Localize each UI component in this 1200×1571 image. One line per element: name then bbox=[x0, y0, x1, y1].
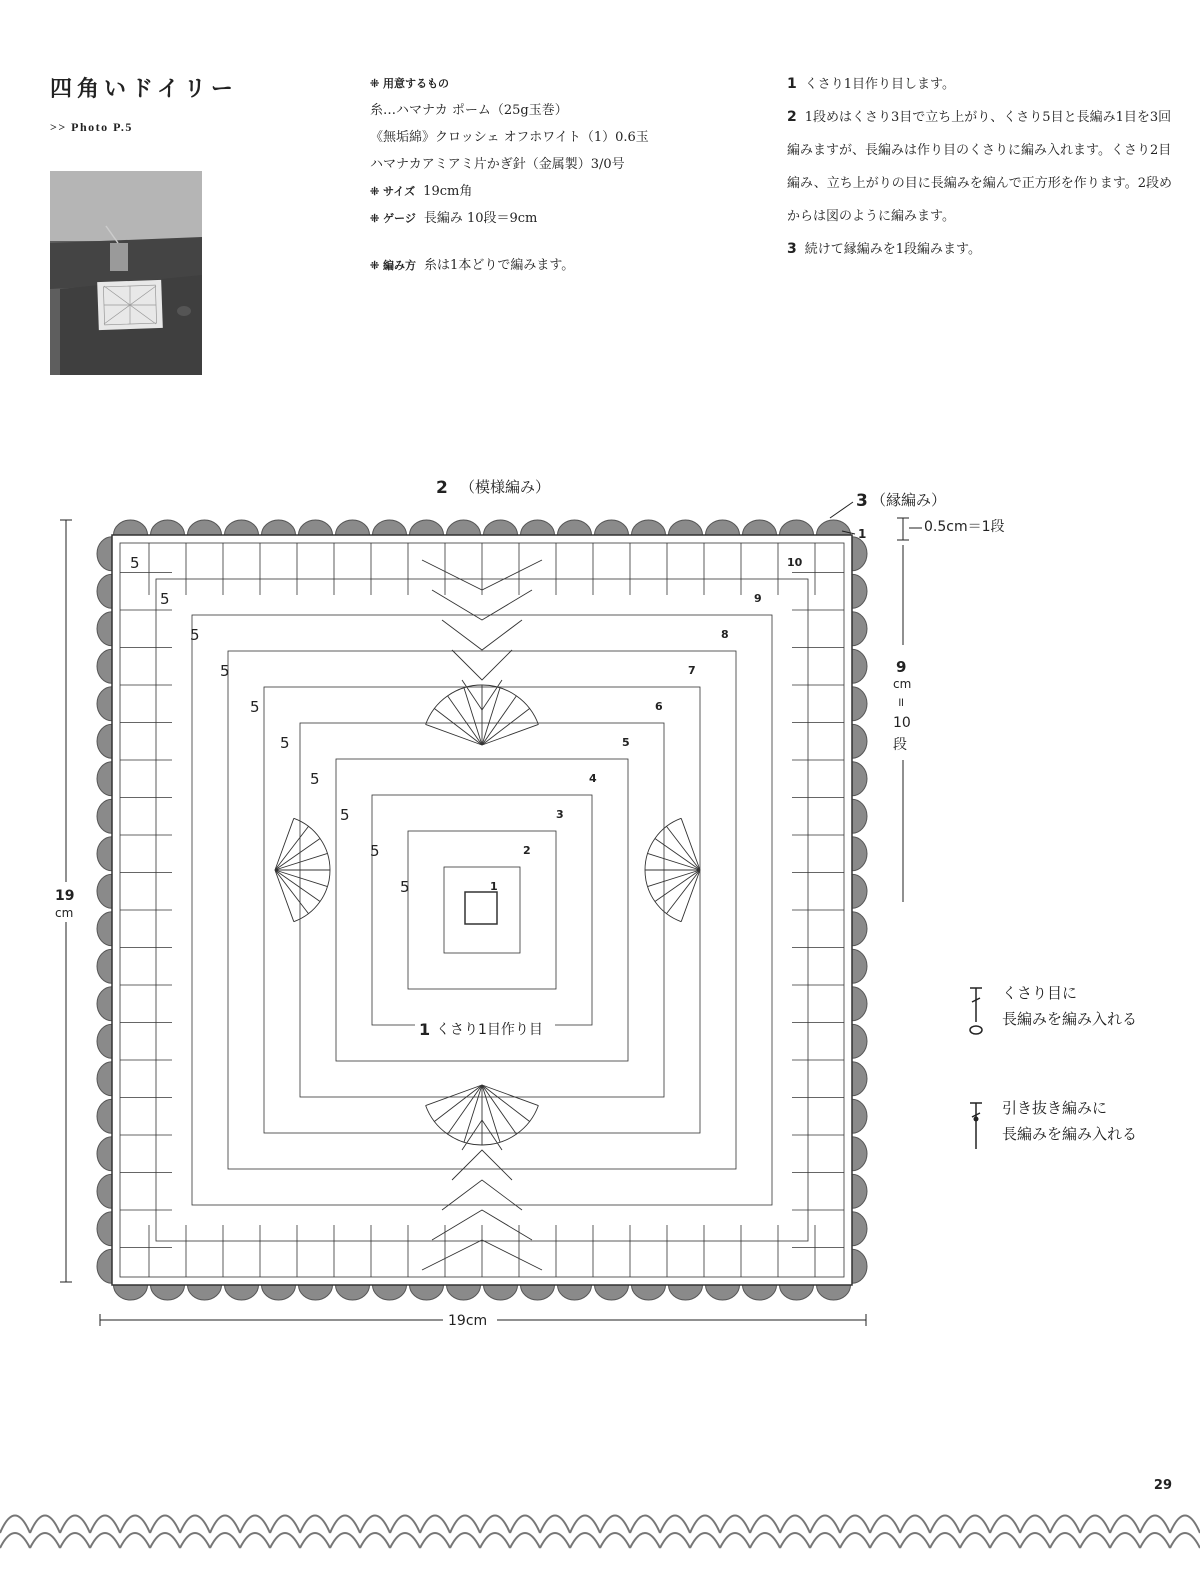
scallop-bottom bbox=[484, 1285, 518, 1300]
right-pineapple bbox=[655, 870, 700, 902]
yarn-color-line: 《無垢綿》クロッシェ オフホワイト（1）0.6玉 bbox=[370, 130, 649, 145]
scallop-right bbox=[852, 762, 867, 796]
center-square bbox=[465, 892, 497, 924]
scallop-left bbox=[97, 874, 112, 908]
scallop-left bbox=[97, 574, 112, 608]
scallop-right bbox=[852, 612, 867, 646]
scallop-top bbox=[188, 520, 222, 535]
scallop-left bbox=[97, 537, 112, 571]
scallop-left bbox=[97, 612, 112, 646]
instruction-steps bbox=[787, 68, 1172, 266]
photo-reference: >> Photo P.5 bbox=[50, 120, 133, 134]
round-outline bbox=[120, 543, 844, 1277]
row-number: 10 bbox=[787, 556, 803, 569]
dc-into-chain-icon bbox=[960, 982, 990, 1042]
top-mesh bbox=[442, 620, 522, 650]
row-gauge-note: 0.5cm＝1段 bbox=[924, 519, 1005, 535]
scallop-right bbox=[852, 574, 867, 608]
scallop-bottom bbox=[743, 1285, 777, 1300]
size-value: 19cm角 bbox=[423, 184, 473, 199]
chain-count-label: 5 bbox=[310, 770, 320, 788]
scallop-bottom bbox=[558, 1285, 592, 1300]
scallop-left bbox=[97, 1249, 112, 1283]
scallop-left bbox=[97, 762, 112, 796]
materials-heading-text: 用意するもの bbox=[383, 77, 450, 90]
scallop-right bbox=[852, 1099, 867, 1133]
center-label-number: 1 bbox=[419, 1020, 431, 1039]
legend-line-2: 長編みを編み入れる bbox=[1002, 1125, 1138, 1143]
legend-item bbox=[960, 1095, 1190, 1165]
scallop-left bbox=[97, 1062, 112, 1096]
scallop-top bbox=[484, 520, 518, 535]
bottom-pineapple bbox=[482, 1085, 538, 1106]
height-label-unit: cm bbox=[55, 906, 74, 920]
step-text: くさり1目作り目します。 bbox=[804, 77, 955, 92]
scallop-bottom bbox=[595, 1285, 629, 1300]
pattern-label-number: 2 bbox=[436, 478, 448, 498]
scallop-top bbox=[743, 520, 777, 535]
scallop-top bbox=[447, 520, 481, 535]
top-mesh bbox=[452, 650, 512, 680]
scallop-left bbox=[97, 837, 112, 871]
scallop-bottom bbox=[188, 1285, 222, 1300]
hook-line: ハマナカアミアミ片かぎ針（金属製）3/0号 bbox=[370, 157, 625, 172]
round-outline bbox=[408, 831, 556, 989]
method-label: 編み方 bbox=[383, 259, 417, 272]
round-outline bbox=[372, 795, 592, 1025]
pattern-label-text: （模様編み） bbox=[460, 478, 551, 496]
scallop-right bbox=[852, 649, 867, 683]
chain-count-label: 5 bbox=[220, 662, 230, 680]
bottom-mesh bbox=[452, 1150, 512, 1180]
row-number: 3 bbox=[556, 808, 564, 821]
right-pineapple bbox=[667, 826, 700, 870]
scallop-right bbox=[852, 537, 867, 571]
scallop-right bbox=[852, 987, 867, 1021]
scallop-left bbox=[97, 949, 112, 983]
method-value: 糸は1本どりで編みます。 bbox=[424, 258, 575, 273]
scallop-left bbox=[97, 1137, 112, 1171]
side-gauge-rows: 10 bbox=[893, 715, 911, 731]
left-pineapple bbox=[275, 826, 308, 870]
scallop-border bbox=[97, 520, 867, 1300]
bottom-pineapple bbox=[448, 1085, 482, 1134]
scallop-top bbox=[299, 520, 333, 535]
scallop-right bbox=[852, 912, 867, 946]
scallop-top bbox=[336, 520, 370, 535]
width-label: 19cm bbox=[448, 1313, 488, 1329]
pineapple-motifs bbox=[275, 560, 700, 1270]
scallop-bottom bbox=[447, 1285, 481, 1300]
product-photo bbox=[50, 171, 202, 375]
row-number: 5 bbox=[622, 736, 630, 749]
height-label-number: 19 bbox=[55, 888, 75, 904]
center-label-text: くさり1目作り目 bbox=[436, 1022, 543, 1038]
chain-count-label: 5 bbox=[370, 842, 380, 860]
row-number: 8 bbox=[721, 628, 729, 641]
scallop-bottom bbox=[151, 1285, 185, 1300]
scallop-left bbox=[97, 724, 112, 758]
right-pineapple bbox=[667, 870, 700, 914]
scallop-right bbox=[852, 949, 867, 983]
row-number: 7 bbox=[688, 664, 696, 677]
footer-lace-band bbox=[0, 1478, 1200, 1571]
materials-section: ⁜ 用意するもの 糸…ハマナカ ポーム（25g玉巻） 《無垢綿》クロッシェ オフホワイト（1）0.6玉 ハマナカアミアミ片かぎ針（金属製）3/0号 ⁜ サイズ 19cm角 ⁜ ゲージ 長編み 10段＝9cm ⁜ 編み方 糸は1本どりで編みます。 bbox=[370, 77, 649, 273]
scallop-right bbox=[852, 837, 867, 871]
scallop-bottom bbox=[262, 1285, 296, 1300]
side-gauge-equals: ॥ bbox=[897, 695, 905, 709]
scallop-bottom bbox=[706, 1285, 740, 1300]
scallop-top bbox=[262, 520, 296, 535]
scallop-bottom bbox=[299, 1285, 333, 1300]
step-number: 3 bbox=[787, 241, 797, 257]
right-pineapple bbox=[648, 870, 700, 887]
legend-line-2: 長編みを編み入れる bbox=[1002, 1010, 1138, 1028]
scallop-left bbox=[97, 987, 112, 1021]
scallop-right bbox=[852, 874, 867, 908]
edging-label-text: （縁編み） bbox=[871, 491, 947, 509]
scallop-right bbox=[852, 1212, 867, 1246]
round-outline bbox=[444, 867, 520, 953]
left-pineapple bbox=[275, 870, 320, 902]
top-pineapple bbox=[426, 724, 482, 745]
scallop-top bbox=[595, 520, 629, 535]
dc-into-slipstitch-icon bbox=[960, 1097, 990, 1157]
step-item bbox=[787, 101, 1172, 233]
scallop-left bbox=[97, 799, 112, 833]
side-gauge-dan: 段 bbox=[893, 737, 907, 753]
scallop-left bbox=[97, 687, 112, 721]
page-number: 29 bbox=[1153, 1478, 1172, 1493]
gauge-value: 長編み 10段＝9cm bbox=[423, 211, 538, 226]
row-number: 9 bbox=[754, 592, 762, 605]
step-text: 続けて縁編みを1段編みます。 bbox=[804, 242, 981, 257]
scallop-bottom bbox=[632, 1285, 666, 1300]
gauge-label: ゲージ bbox=[383, 212, 416, 225]
edge-row-label: 1 bbox=[858, 527, 867, 541]
round-outline bbox=[300, 723, 664, 1097]
right-pineapple bbox=[681, 870, 700, 922]
right-pineapple bbox=[648, 853, 700, 870]
doily-outline bbox=[112, 535, 852, 1285]
left-pineapple bbox=[275, 870, 294, 922]
legend-line-1: 引き抜き編みに bbox=[1002, 1099, 1108, 1117]
chain-count-label: 5 bbox=[250, 698, 260, 716]
bottom-pineapple bbox=[426, 1085, 482, 1106]
scallop-top bbox=[373, 520, 407, 535]
left-pineapple bbox=[275, 838, 320, 870]
scallop-bottom bbox=[410, 1285, 444, 1300]
size-label: サイズ bbox=[383, 185, 416, 198]
left-pineapple bbox=[275, 818, 294, 870]
step-number: 2 bbox=[787, 109, 797, 125]
chain-count-label: 5 bbox=[280, 734, 290, 752]
scallop-left bbox=[97, 1024, 112, 1058]
scallop-bottom bbox=[521, 1285, 555, 1300]
top-pineapple bbox=[482, 708, 530, 745]
edging-label-number: 3 bbox=[856, 491, 868, 511]
scallop-left bbox=[97, 649, 112, 683]
scallop-top bbox=[669, 520, 703, 535]
scallop-top bbox=[114, 520, 148, 535]
scallop-left bbox=[97, 1174, 112, 1208]
page-title: 四角いドイリー bbox=[50, 76, 238, 102]
bottom-pineapple bbox=[482, 1085, 516, 1134]
chain-count-label: 5 bbox=[190, 626, 200, 644]
step-item bbox=[787, 68, 1172, 101]
right-pineapple bbox=[655, 838, 700, 870]
row-number: 1 bbox=[490, 880, 498, 893]
scallop-bottom bbox=[225, 1285, 259, 1300]
bottom-pineapple bbox=[434, 1085, 482, 1122]
left-pineapple bbox=[275, 870, 327, 887]
scallop-top bbox=[632, 520, 666, 535]
step-item bbox=[787, 233, 1172, 266]
row-number: 6 bbox=[655, 700, 663, 713]
legend-line-1: くさり目に bbox=[1002, 984, 1078, 1002]
scallop-bottom bbox=[780, 1285, 814, 1300]
side-gauge-number: 9 bbox=[896, 658, 907, 676]
scallop-bottom bbox=[817, 1285, 851, 1300]
scallop-right bbox=[852, 724, 867, 758]
row-number: 4 bbox=[589, 772, 597, 785]
scallop-right bbox=[852, 1062, 867, 1096]
scallop-right bbox=[852, 799, 867, 833]
right-pineapple bbox=[681, 818, 700, 870]
scallop-bottom bbox=[336, 1285, 370, 1300]
scallop-left bbox=[97, 1212, 112, 1246]
chain-count-label: 5 bbox=[400, 878, 410, 896]
scallop-bottom bbox=[669, 1285, 703, 1300]
scallop-bottom bbox=[373, 1285, 407, 1300]
scallop-right bbox=[852, 687, 867, 721]
legend-item bbox=[960, 980, 1190, 1050]
scallop-right bbox=[852, 1137, 867, 1171]
scallop-left bbox=[97, 1099, 112, 1133]
scallop-top bbox=[558, 520, 592, 535]
left-pineapple bbox=[275, 870, 308, 914]
scallop-bottom bbox=[114, 1285, 148, 1300]
bottom-mesh bbox=[442, 1180, 522, 1210]
bottom-pineapple bbox=[482, 1085, 530, 1122]
step-number: 1 bbox=[787, 76, 797, 92]
top-pineapple bbox=[482, 696, 516, 745]
scallop-left bbox=[97, 912, 112, 946]
scallop-top bbox=[817, 520, 851, 535]
scallop-top bbox=[706, 520, 740, 535]
scallop-right bbox=[852, 1024, 867, 1058]
scallop-top bbox=[521, 520, 555, 535]
side-gauge-unit: cm bbox=[893, 677, 912, 691]
scallop-top bbox=[410, 520, 444, 535]
top-pineapple bbox=[482, 724, 538, 745]
scallop-right bbox=[852, 1174, 867, 1208]
round-outline bbox=[264, 687, 700, 1133]
left-pineapple bbox=[275, 853, 327, 870]
scallop-top bbox=[225, 520, 259, 535]
chain-count-label: 5 bbox=[160, 590, 170, 608]
top-pineapple bbox=[448, 696, 482, 745]
scallop-top bbox=[780, 520, 814, 535]
top-pineapple bbox=[434, 708, 482, 745]
chain-count-label: 5 bbox=[340, 806, 350, 824]
materials-heading: ⁜ 用意するもの bbox=[370, 77, 450, 90]
scallop-right bbox=[852, 1249, 867, 1283]
scallop-top bbox=[151, 520, 185, 535]
stitch-grid bbox=[120, 543, 844, 1277]
yarn-line: 糸…ハマナカ ポーム（25g玉巻） bbox=[370, 103, 568, 118]
symbol-legend bbox=[960, 980, 1190, 1210]
step-text: 1段めはくさり3目で立ち上がり、くさり5目と長編み1目を3回編みますが、長編みは作り目のくさりに編み入れます。くさり2目編み、立ち上がりの目に長編みを編んで正方形を作ります。2段めからは図のように編みます。 bbox=[787, 110, 1173, 224]
chain-count-label: 5 bbox=[130, 554, 140, 572]
row-number: 2 bbox=[523, 844, 531, 857]
